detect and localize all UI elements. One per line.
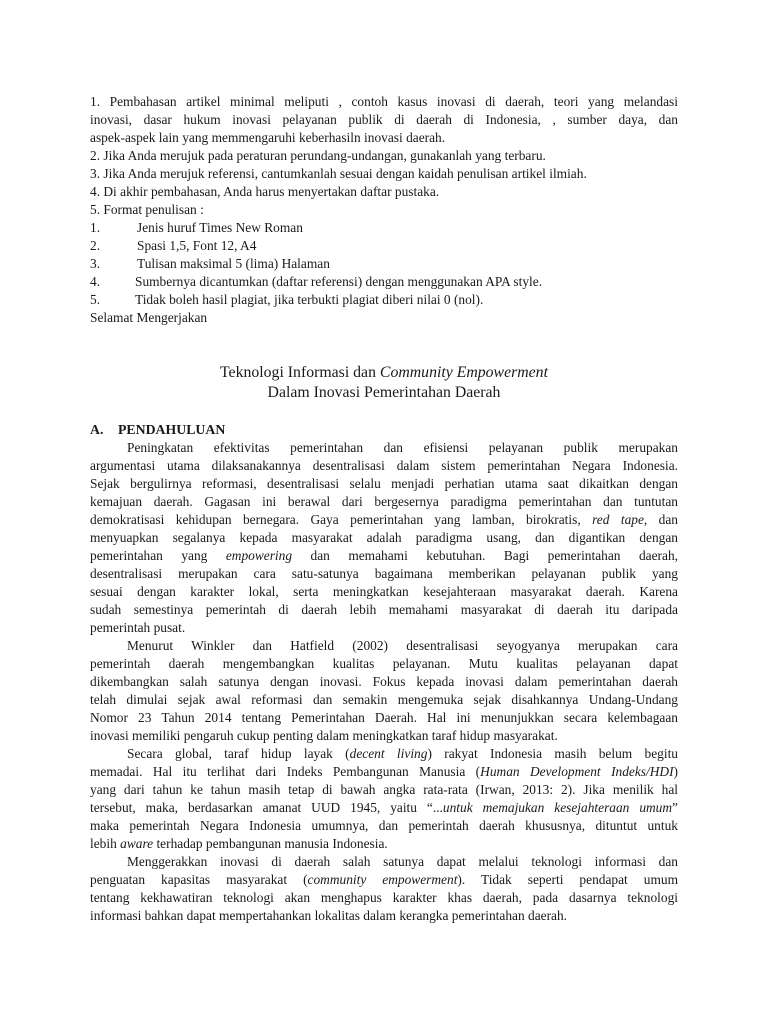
text-line: sesuai dengan karakter lokal, serta meningkatkan kesejahteraan masyarakat daerah. Karena: [90, 584, 678, 599]
text-line: [90, 511, 678, 529]
italic-term: untuk memajukan kesejahteraan umum: [442, 800, 673, 815]
format-item-number: 1.: [90, 220, 101, 235]
italic-term: aware: [120, 836, 154, 851]
text-span: tersebut, maka, berdasarkan amanat UUD 1945, yaitu “...: [90, 800, 443, 815]
document-page: [90, 93, 678, 925]
italic-term: empowering: [225, 548, 293, 563]
instruction-item-2: 2. Jika Anda merujuk pada peraturan perundang-undangan, gunakanlah yang terbaru.: [90, 148, 546, 163]
italic-term: red tape: [592, 512, 644, 527]
text-line: informasi bahkan dapat mempertahankan lokalitas dalam kerangka pemerintahan daerah.: [90, 908, 568, 923]
format-item: [90, 219, 678, 237]
text-span: ”: [672, 800, 678, 815]
article-title: [90, 363, 678, 383]
paragraph-4: [90, 853, 678, 925]
text-line: menyuapkan segalanya kepada masyarakat adalah paradigma usang, dan digantikan dengan: [90, 530, 678, 545]
text-span: penguatan kapasitas masyarakat (: [90, 872, 308, 887]
text-line: Peningkatan efektivitas pemerintahan dan efisiensi pelayanan publik merupakan: [127, 440, 678, 455]
text-line: argumentasi utama dilaksanakannya desentralisasi dalam sistem pemerintahan Negara Indonesia.: [90, 458, 678, 473]
text-span: demokratisasi kehidupan bernegara. Gaya pemerintahan yang lamban, birokratis,: [90, 512, 593, 527]
text-line: desentralisasi merupakan cara satu-satunya bagaimana memberikan pelayanan publik yang: [90, 566, 678, 581]
paragraph-3: [90, 745, 678, 853]
format-item: [90, 273, 678, 291]
text-line: aspek-aspek lain yang memmengaruhi keberhasiln inovasi daerah.: [90, 130, 446, 145]
text-line: maka pemerintah Negara Indonesia umumnya, dan pemerintah daerah khususnya, dituntut untuk: [90, 818, 678, 833]
text-line: kemajuan daerah. Gagasan ini berawal dari bergesernya paradigma pemerintahan dan tuntutan: [90, 494, 678, 509]
section-title: PENDAHULUAN: [118, 422, 226, 437]
paragraph-2: [90, 637, 678, 745]
text-line: telah dimulai sejak awal reformasi dan semakin mengemuka sejak disahkannya Undang-Undang: [90, 692, 678, 707]
format-item-text: Sumbernya dicantumkan (daftar referensi) dengan menggunakan APA style.: [135, 274, 543, 289]
text-line: Nomor 23 Tahun 2014 tentang Pemerintahan Daerah. Hal ini menunjukkan secara kelembagaan: [90, 710, 678, 725]
text-line: [90, 547, 678, 565]
text-line: [90, 835, 678, 853]
italic-term: Human Development Indeks/HDI: [480, 764, 674, 779]
text-span: lebih: [90, 836, 121, 851]
text-line: inovasi memiliki pengaruh cukup penting dalam meningkatkan taraf hidup masyarakat.: [90, 728, 558, 743]
instruction-item-3: 3. Jika Anda merujuk referensi, cantumkanlah sesuai dengan kaidah penulisan artikel ilmiah.: [90, 166, 587, 181]
format-item-number: 4.: [90, 274, 101, 289]
format-item: [90, 291, 678, 309]
text-line: sudah semestinya pemerintah di daerah lebih memahami masyarakat di daerah itu daripada: [90, 602, 678, 617]
text-line: [90, 763, 678, 781]
text-span: Secara global, taraf hidup layak (: [127, 746, 350, 761]
text-line: Menurut Winkler dan Hatfield (2002) desentralisasi seyogyanya merupakan cara: [127, 638, 678, 653]
format-item: [90, 255, 678, 273]
text-line: Sejak bergulirnya reformasi, desentralisasi selalu menjadi perhatian utama saat dikaitkan dengan: [90, 476, 678, 491]
closing-text: Selamat Mengerjakan: [90, 310, 208, 325]
text-line: Menggerakkan inovasi di daerah salah satunya dapat melalui teknologi informasi dan: [127, 854, 678, 869]
text-line: [90, 745, 678, 763]
text-line: pemerintah pusat.: [90, 620, 186, 635]
format-item: [90, 237, 678, 255]
format-item-text: Tulisan maksimal 5 (lima) Halaman: [137, 256, 330, 271]
instruction-item-1: [90, 93, 678, 147]
paragraph-1: [90, 439, 678, 637]
title-italic: Community Empowerment: [379, 364, 548, 381]
text-line: dikembangkan salah satunya dengan inovasi. Fokus kepada inovasi dalam pemerintahan daerah: [90, 674, 678, 689]
instruction-item-4: 4. Di akhir pembahasan, Anda harus menyertakan daftar pustaka.: [90, 184, 440, 199]
text-span: ) rakyat Indonesia masih belum begitu: [427, 746, 678, 761]
article-subtitle: Dalam Inovasi Pemerintahan Daerah: [267, 384, 501, 401]
format-list: [90, 219, 678, 309]
text-span: dan memahami kebutuhan. Bagi pemerintahan daerah,: [292, 548, 678, 563]
text-line: 1. Pembahasan artikel minimal meliputi , contoh kasus inovasi di daerah, teori yang melandasi: [90, 94, 678, 109]
text-line: [90, 871, 678, 889]
text-span: terhadap pembangunan manusia Indonesia.: [153, 836, 388, 851]
italic-term: decent living: [349, 746, 428, 761]
text-line: pemerintah daerah mengembangkan kualitas pelayanan. Mutu kualitas pelayanan dapat: [90, 656, 678, 671]
text-line: yang dari tahun ke tahun masih tetap di bawah angka rata-rata (Irwan, 2013: 2). Jika menilik hal: [90, 782, 678, 797]
text-span: , dan: [643, 512, 678, 527]
text-span: pemerintahan yang: [90, 548, 226, 563]
italic-term: community empowerment: [307, 872, 458, 887]
text-span: ): [673, 764, 679, 779]
section-heading: [90, 421, 678, 439]
section-number: A.: [90, 422, 104, 437]
text-line: inovasi, dasar hukum inovasi pelayanan publik di daerah di Indonesia, , sumber daya, dan: [90, 112, 678, 127]
format-item-text: Tidak boleh hasil plagiat, jika terbukti plagiat diberi nilai 0 (nol).: [135, 292, 484, 307]
text-line: [90, 799, 678, 817]
format-item-number: 5.: [90, 292, 101, 307]
text-span: memadai. Hal itu terlihat dari Indeks Pembangunan Manusia (: [90, 764, 481, 779]
format-item-number: 2.: [90, 238, 101, 253]
title-plain: Teknologi Informasi dan: [220, 364, 380, 381]
format-item-text: Jenis huruf Times New Roman: [137, 220, 303, 235]
text-line: tentang kekhawatiran teknologi akan menghapus karakter khas daerah, pada dasarnya teknologi: [90, 890, 678, 905]
instruction-item-5: 5. Format penulisan :: [90, 202, 204, 217]
text-span: ). Tidak seperti pendapat umum: [457, 872, 678, 887]
format-item-text: Spasi 1,5, Font 12, A4: [137, 238, 257, 253]
format-item-number: 3.: [90, 256, 101, 271]
